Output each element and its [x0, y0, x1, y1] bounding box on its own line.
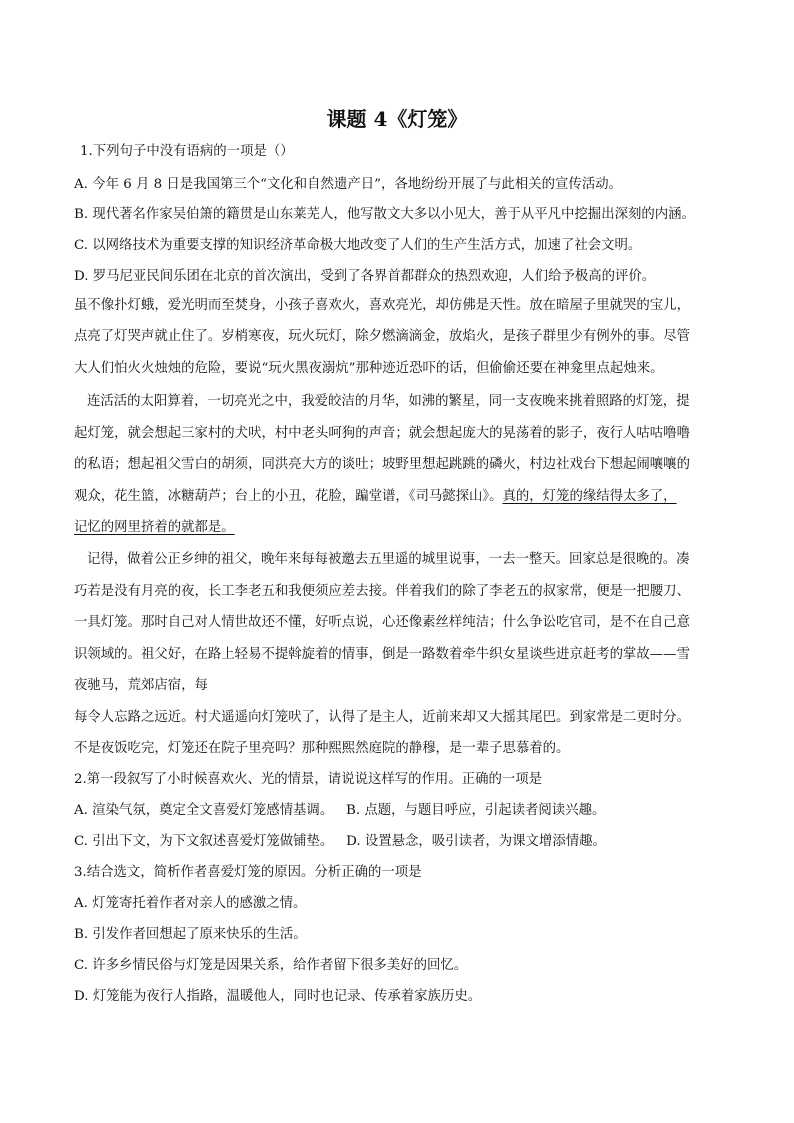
- passage-paragraph-3-line: 识领域的。祖父好，在路上轻易不提斡旋着的情事，倒是一路数着牵牛织女星谈些进京赶考的掌故——雪: [74, 647, 690, 662]
- question-3-option-b: B. 引发作者回想起了原来快乐的生活。: [74, 927, 307, 942]
- question-1-option-d: D. 罗马尼亚民间乐团在北京的首次演出，受到了各界首都群众的热烈欢迎，人们给予极高的评价。: [74, 269, 656, 284]
- passage-paragraph-2-line: [74, 488, 724, 506]
- passage-paragraph-1-line: 虽不像扑灯蛾，爱光明而至焚身，小孩子喜欢火，喜欢亮光，却仿佛是天性。放在暗屋子里就哭的宝儿，: [74, 298, 690, 313]
- passage-text: 观众，花生篮，冰糖葫芦；台上的小丑，花脸，蹁堂谱，《司马懿探山》。: [74, 489, 503, 504]
- passage-paragraph-3-line: 巧若是没有月亮的夜，长工李老五和我便须应差去接。伴着我们的除了李老五的叔家常，便是一把腰刀、: [74, 584, 690, 599]
- question-2-stem: 2.第一段叙写了小时候喜欢火、光的情景，请说说这样写的作用。正确的一项是: [74, 772, 543, 787]
- question-2-options-cd: C. 引出下文，为下文叙述喜爱灯笼做铺垫。 D. 设置悬念，吸引读者，为课文增添情趣。: [74, 834, 606, 849]
- question-3-stem: 3.结合选文，简析作者喜爱灯笼的原因。分析正确的一项是: [74, 865, 422, 880]
- passage-paragraph-1-line: 点亮了灯哭声就止住了。岁梢寒夜，玩火玩灯，除夕燃滴滴金，放焰火，是孩子群里少有例外的事。尽管: [74, 329, 690, 344]
- question-1-option-a: A. 今年 6 月 8 日是我国第三个“文化和自然遗产日”，各地纷纷开展了与此相关的宣传活动。: [74, 177, 622, 192]
- question-1-option-b: B. 现代著名作家吴伯箫的籍贯是山东莱芜人，他写散文大多以小见大，善于从平凡中挖掘出深刻的内涵。: [74, 207, 695, 222]
- passage-paragraph-3-line: 夜驰马，荒郊店宿，每: [74, 678, 208, 693]
- passage-paragraph-1-line: 大人们怕火火烛烛的危险，要说“玩火黑夜溺炕”那种迹近恐吓的话，但偷偷还要在神龛里点起烛来。: [74, 361, 664, 376]
- underlined-sentence: 记忆的网里挤着的就都是。: [74, 520, 235, 535]
- question-2-options-ab: A. 渲染气氛，奠定全文喜爱灯笼感情基调。 B. 点题，与题目呼应，引起读者阅读兴趣。: [74, 803, 606, 818]
- question-3-option-a: A. 灯笼寄托着作者对亲人的感激之情。: [74, 896, 307, 911]
- passage-paragraph-3-line: 每令人忘路之远近。村犬遥遥向灯笼吠了，认得了是主人，近前来却又大摇其尾巴。到家常是二更时分。: [74, 710, 690, 725]
- passage-paragraph-3-line: 记得，做着公正乡绅的祖父，晚年来每每被邀去五里遥的城里说事，一去一整天。回家总是很晚的。凑: [87, 552, 690, 567]
- question-1-stem: 1.下列句子中没有语病的一项是（）: [80, 144, 294, 159]
- passage-paragraph-2-line: 连活活的太阳算着，一切亮光之中，我爱皎洁的月华，如沸的繁星，同一支夜晚来挑着照路的灯笼，提: [87, 394, 690, 409]
- passage-paragraph-3-line: 一具灯笼。那时自己对人情世故还不懂，好听点说，心还像素丝样纯洁；什么争讼吃官司，是不在自己意: [74, 615, 690, 630]
- question-3-option-d: D. 灯笼能为夜行人指路，温暖他人，同时也记录、传承着家族历史。: [74, 989, 482, 1004]
- question-3-option-c: C. 许多乡情民俗与灯笼是因果关系，给作者留下很多美好的回忆。: [74, 958, 468, 973]
- page-title: 课题 4《灯笼》: [326, 107, 468, 131]
- underlined-sentence: 真的，灯笼的缘结得太多了，: [502, 489, 677, 504]
- question-1-option-c: C. 以网络技术为重要支撑的知识经济革命极大地改变了人们的生产生活方式，加速了社会文明。: [74, 238, 642, 253]
- passage-paragraph-2-line: 起灯笼，就会想起三家村的犬吠，村中老头呵狗的声音；就会想起庞大的晃荡着的影子，夜行人咕咕噜噜: [74, 426, 690, 441]
- passage-paragraph-2-line: [74, 519, 724, 537]
- passage-paragraph-3-line: 不是夜饭吃完，灯笼还在院子里亮吗？那种熙熙然庭院的静穆，是一辈子思慕着的。: [74, 741, 570, 756]
- passage-paragraph-2-line: 的私语；想起祖父雪白的胡须，同洪亮大方的谈吐；坡野里想起跳跳的磷火，村边社戏台下想起闹嚷嚷的: [74, 457, 690, 472]
